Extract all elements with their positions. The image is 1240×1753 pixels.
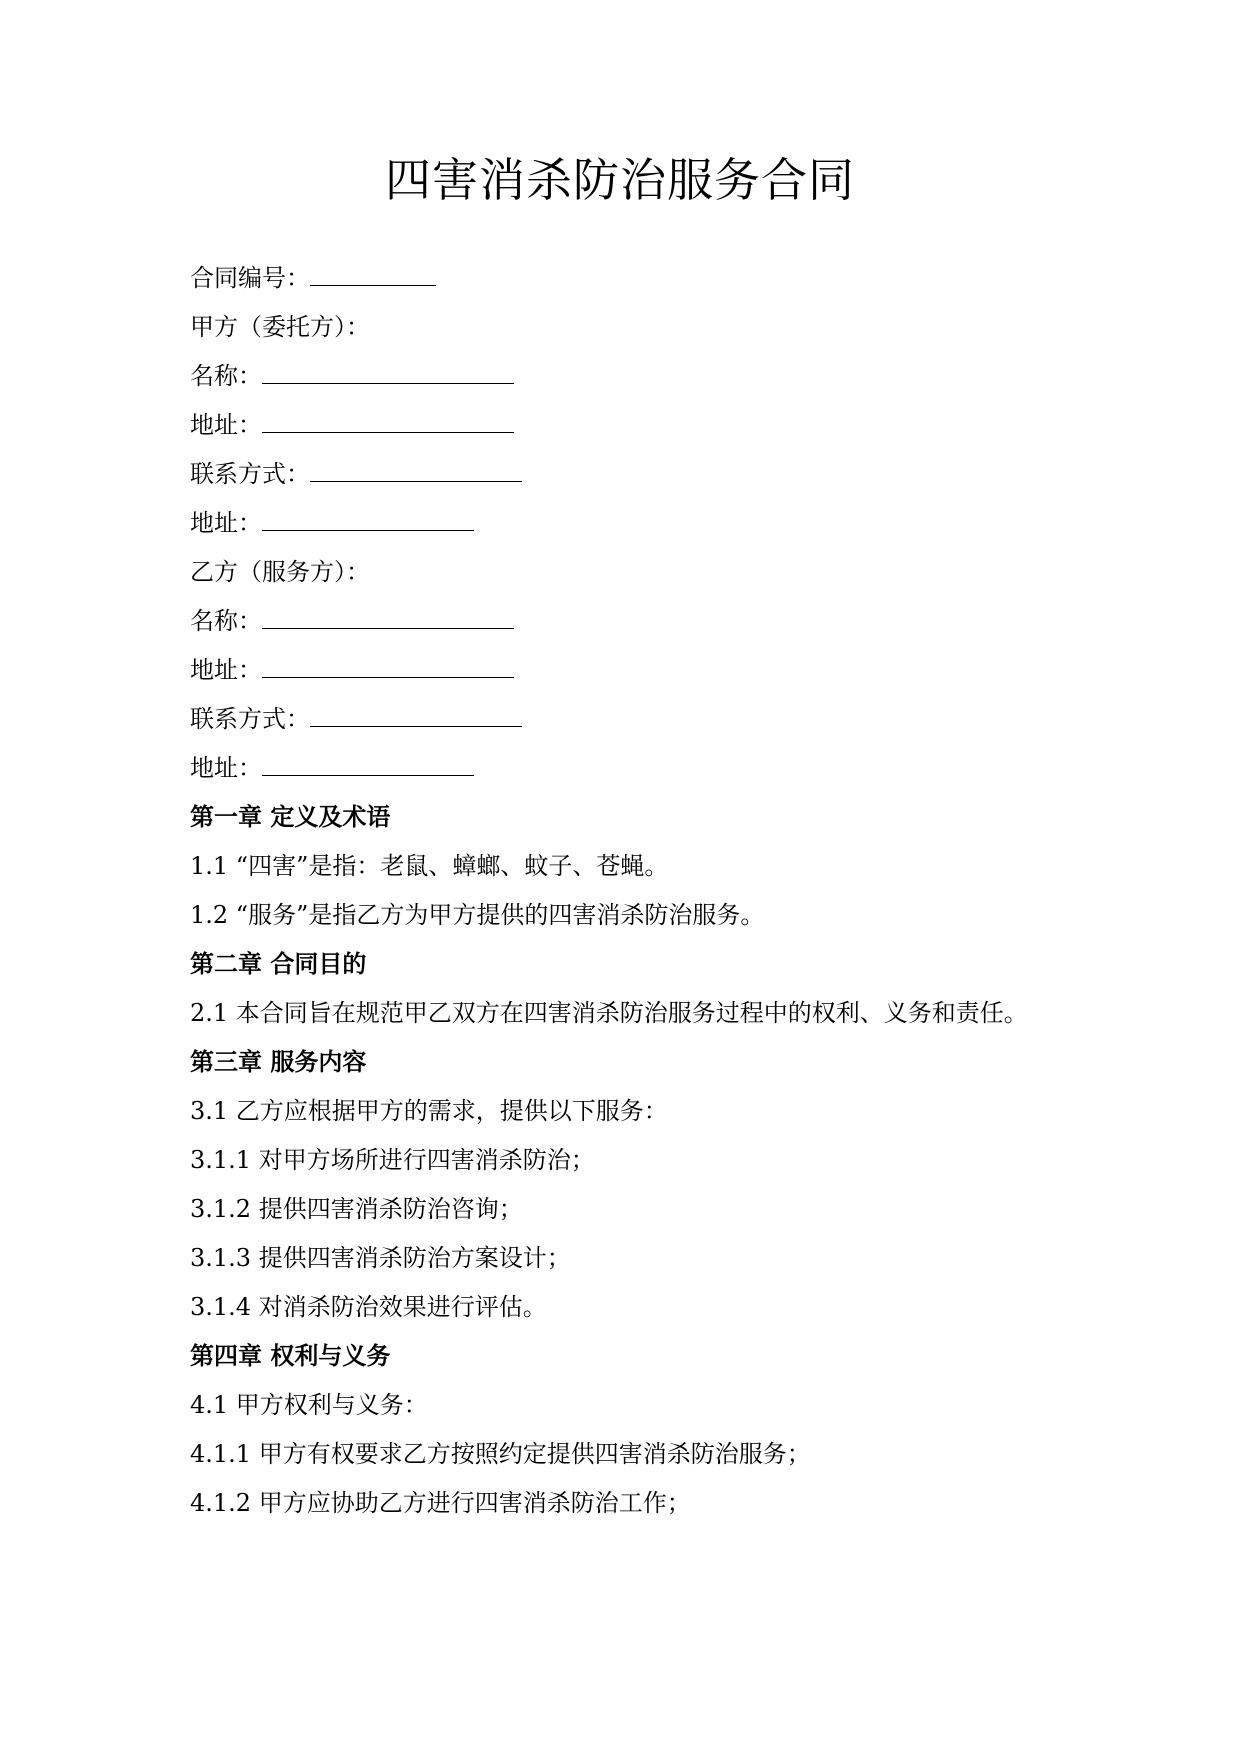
party-a-name-blank <box>262 363 514 384</box>
document-title: 四害消杀防治服务合同 <box>385 153 855 207</box>
clause-1-1: 1.1 “四害”是指：老鼠、蟑螂、蚊子、苍蝇。 <box>190 852 669 880</box>
party-a-address-label: 地址： <box>190 411 262 439</box>
contract-number-label: 合同编号： <box>190 264 310 292</box>
chapter-2-heading: 第二章 合同目的 <box>190 950 367 978</box>
clause-3-1-2: 3.1.2 提供四害消杀防治咨询； <box>190 1195 523 1223</box>
clause-4-1: 4.1 甲方权利与义务： <box>190 1391 428 1419</box>
party-b-heading: 乙方（服务方）： <box>190 558 370 586</box>
party-a-heading: 甲方（委托方）： <box>190 313 370 341</box>
party-b-address-field <box>190 646 1060 695</box>
party-a-address2-field <box>190 499 1060 548</box>
clause-4-1-1: 4.1.1 甲方有权要求乙方按照约定提供四害消杀防治服务； <box>190 1440 811 1468</box>
party-b-address2-blank <box>262 755 474 776</box>
party-b-name-label: 名称： <box>190 607 262 635</box>
party-a-address-blank <box>262 412 514 433</box>
chapter-1-heading: 第一章 定义及术语 <box>190 803 391 831</box>
party-b-contact-field <box>190 695 1060 744</box>
party-b-name-field <box>190 597 1060 646</box>
party-b-contact-label: 联系方式： <box>190 705 310 733</box>
clause-2-1: 2.1 本合同旨在规范甲乙双方在四害消杀防治服务过程中的权利、义务和责任。 <box>190 999 1028 1027</box>
contract-number-blank <box>310 265 436 286</box>
party-a-contact-field <box>190 450 1060 499</box>
contract-number-field <box>190 254 1060 303</box>
clause-3-1: 3.1 乙方应根据甲方的需求，提供以下服务： <box>190 1097 668 1125</box>
party-a-address2-blank <box>262 510 474 531</box>
party-a-name-label: 名称： <box>190 362 262 390</box>
clause-3-1-1: 3.1.1 对甲方场所进行四害消杀防治； <box>190 1146 595 1174</box>
party-b-contact-blank <box>310 706 522 727</box>
party-b-address2-label: 地址： <box>190 754 262 782</box>
document-body <box>190 254 1060 1528</box>
clause-3-1-3: 3.1.3 提供四害消杀防治方案设计； <box>190 1244 571 1272</box>
party-a-name-field <box>190 352 1060 401</box>
party-a-contact-blank <box>310 461 522 482</box>
clause-1-2: 1.2 “服务”是指乙方为甲方提供的四害消杀防治服务。 <box>190 901 765 929</box>
party-a-address-field <box>190 401 1060 450</box>
party-b-name-blank <box>262 608 514 629</box>
party-b-address2-field <box>190 744 1060 793</box>
chapter-3-heading: 第三章 服务内容 <box>190 1048 367 1076</box>
clause-3-1-4: 3.1.4 对消杀防治效果进行评估。 <box>190 1293 547 1321</box>
party-b-address-blank <box>262 657 514 678</box>
clause-4-1-2: 4.1.2 甲方应协助乙方进行四害消杀防治工作； <box>190 1489 691 1517</box>
party-b-address-label: 地址： <box>190 656 262 684</box>
chapter-4-heading: 第四章 权利与义务 <box>190 1342 391 1370</box>
party-a-contact-label: 联系方式： <box>190 460 310 488</box>
party-a-address2-label: 地址： <box>190 509 262 537</box>
